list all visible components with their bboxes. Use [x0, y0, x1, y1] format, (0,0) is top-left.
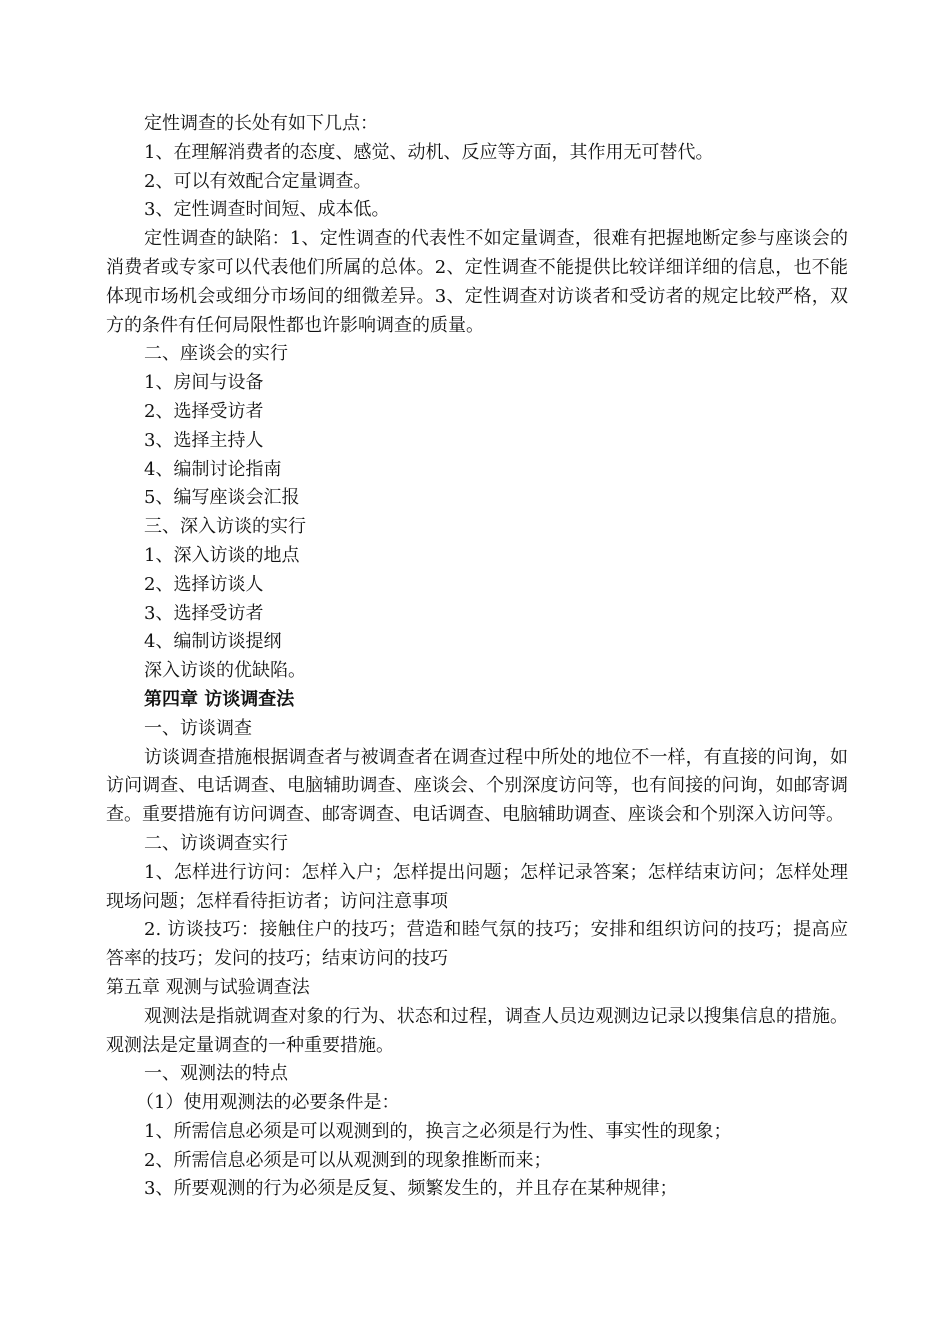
list-item-moderator: 3、选择主持人 [144, 429, 264, 451]
section-heading-depth-interview: 三、深入访谈的实行 [144, 516, 306, 538]
chapter-heading-4: 第四章 访谈调查法 [144, 688, 295, 710]
section-heading-interview-implementation: 二、访谈调查实行 [144, 832, 288, 854]
list-item-report: 5、编写座谈会汇报 [144, 487, 300, 509]
paragraph-interview-methods: 访谈调查措施根据调查者与被调查者在调查过程中所处的地位不一样，有直接的问询，如访问调查、电话调查、电脑辅助调查、座谈会、个别深度访问等，也有间接的问询，如邮寄调查。重要措施有访问调查、邮寄调查、电话调查、电脑辅助调查、座谈会和个别深入访问等。 [106, 746, 848, 826]
list-item-respondents: 2、选择受访者 [144, 400, 264, 422]
list-item-interviewer: 2、选择访谈人 [144, 573, 264, 595]
list-item-room: 1、房间与设备 [144, 372, 264, 394]
paragraph-weaknesses: 定性调查的缺陷：1、定性调查的代表性不如定量调查，很难有把握地断定参与座谈会的消费者或专家可以代表他们所属的总体。2、定性调查不能提供比较详细详细的信息，也不能体现市场机会或细分市场间的细微差异。3、定性调查对访谈者和受访者的规定比较严格，双方的条件有任何局限性都也许影响调查的质量。 [106, 228, 848, 336]
paragraph-strengths-intro: 定性调查的长处有如下几点： [144, 113, 378, 134]
paragraph-observation-definition: 观测法是指就调查对象的行为、状态和过程，调查人员边观测边记录以搜集信息的措施。观测法是定量调查的一种重要措施。 [106, 1005, 848, 1056]
chapter-heading-5: 第五章 观测与试验调查法 [106, 976, 310, 998]
paragraph-strength-2: 2、可以有效配合定量调查。 [144, 170, 372, 192]
list-item-interviewee: 3、选择受访者 [144, 602, 264, 624]
paragraph-strength-1: 1、在理解消费者的态度、感觉、动机、反应等方面，其作用无可替代。 [144, 141, 714, 163]
list-item-discussion-guide: 4、编制讨论指南 [144, 458, 282, 480]
paragraph-interview-skills: 2. 访谈技巧：接触住户的技巧；营造和睦气氛的技巧；安排和组织访问的技巧；提高应答率的技巧；发问的技巧；结束访问的技巧 [106, 919, 848, 970]
list-item-condition-3: 3、所要观测的行为必须是反复、频繁发生的，并且存在某种规律； [144, 1178, 678, 1200]
list-item-condition-1: 1、所需信息必须是可以观测到的，换言之必须是行为性、事实性的现象； [144, 1120, 732, 1142]
paragraph-how-to-visit: 1、怎样进行访问：怎样入户；怎样提出问题；怎样记录答案；怎样结束访问；怎样处理现场问题；怎样看待拒访者；访问注意事项 [106, 861, 848, 912]
section-heading-focus-group: 二、座谈会的实行 [144, 343, 288, 365]
list-item-outline: 4、编制访谈提纲 [144, 631, 282, 653]
list-item-condition-2: 2、所需信息必须是可以从观测到的现象推断而来； [144, 1149, 552, 1171]
section-heading-observation-features: 一、观测法的特点 [144, 1063, 288, 1085]
document-body [106, 110, 848, 1204]
section-heading-interview-survey: 一、访谈调查 [144, 717, 252, 739]
list-item-location: 1、深入访谈的地点 [144, 544, 300, 566]
paragraph-necessary-conditions: （1）使用观测法的必要条件是： [136, 1092, 400, 1114]
paragraph-pros-cons: 深入访谈的优缺陷。 [144, 660, 306, 682]
paragraph-strength-3: 3、定性调查时间短、成本低。 [144, 199, 390, 221]
